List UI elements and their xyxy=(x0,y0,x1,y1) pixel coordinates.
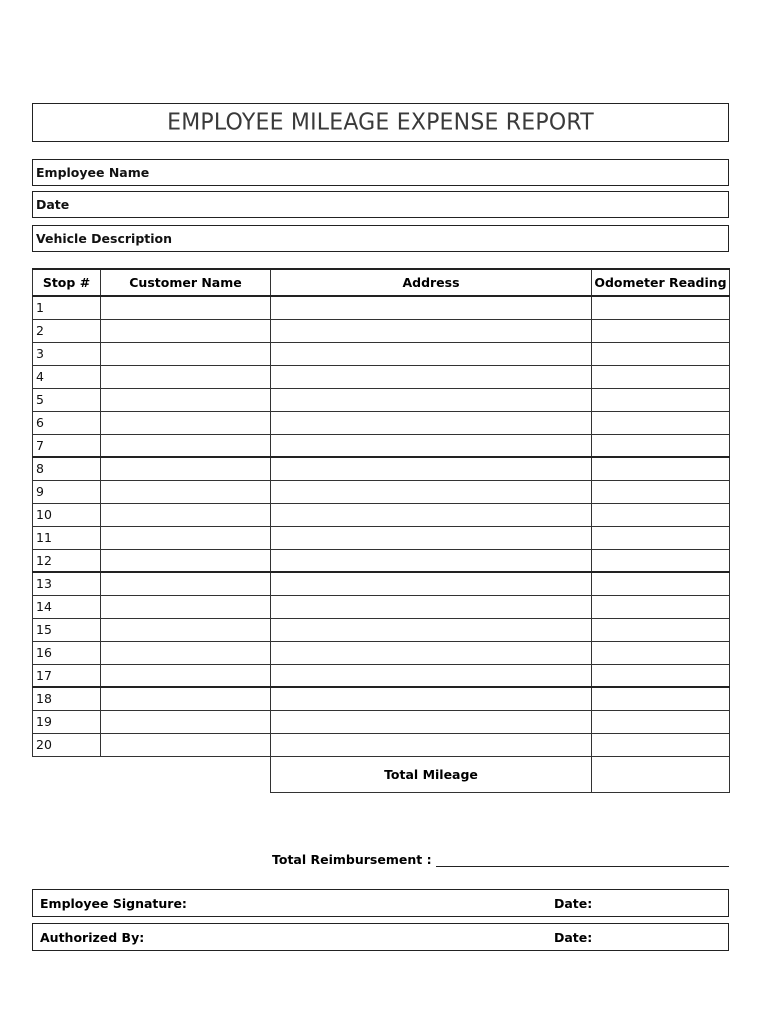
odometer-cell[interactable] xyxy=(592,641,730,664)
address-cell[interactable] xyxy=(271,480,592,503)
odometer-cell[interactable] xyxy=(592,664,730,687)
customer-name-cell[interactable] xyxy=(101,388,271,411)
stop-cell: 3 xyxy=(33,342,101,365)
table-row xyxy=(33,319,730,342)
header-address: Address xyxy=(271,269,592,296)
total-mileage-label: Total Mileage xyxy=(271,756,592,792)
address-cell[interactable] xyxy=(271,365,592,388)
odometer-cell[interactable] xyxy=(592,296,730,319)
mileage-log-table xyxy=(32,268,730,793)
odometer-cell[interactable] xyxy=(592,687,730,710)
customer-name-cell[interactable] xyxy=(101,434,271,457)
customer-name-cell[interactable] xyxy=(101,365,271,388)
customer-name-cell[interactable] xyxy=(101,595,271,618)
odometer-cell[interactable] xyxy=(592,342,730,365)
authorized-by-date-label: Date: xyxy=(554,929,593,945)
table-row xyxy=(33,549,730,572)
header-odometer-reading: Odometer Reading xyxy=(592,269,730,296)
odometer-cell[interactable] xyxy=(592,365,730,388)
odometer-cell[interactable] xyxy=(592,411,730,434)
address-cell[interactable] xyxy=(271,296,592,319)
address-cell[interactable] xyxy=(271,342,592,365)
address-cell[interactable] xyxy=(271,319,592,342)
customer-name-cell[interactable] xyxy=(101,641,271,664)
stop-cell: 10 xyxy=(33,503,101,526)
vehicle-description-label: Vehicle Description xyxy=(36,231,173,246)
customer-name-cell[interactable] xyxy=(101,457,271,480)
address-cell[interactable] xyxy=(271,503,592,526)
table-row xyxy=(33,411,730,434)
stop-cell: 12 xyxy=(33,549,101,572)
authorized-by-label: Authorized By: xyxy=(40,929,145,945)
odometer-cell[interactable] xyxy=(592,319,730,342)
employee-signature-label: Employee Signature: xyxy=(40,895,187,911)
customer-name-cell[interactable] xyxy=(101,526,271,549)
address-cell[interactable] xyxy=(271,434,592,457)
customer-name-cell[interactable] xyxy=(101,710,271,733)
address-cell[interactable] xyxy=(271,687,592,710)
authorized-by-row[interactable] xyxy=(32,923,729,951)
table-row xyxy=(33,664,730,687)
stop-cell: 9 xyxy=(33,480,101,503)
table-row xyxy=(33,388,730,411)
vehicle-description-field[interactable] xyxy=(32,225,729,252)
table-row xyxy=(33,618,730,641)
total-mileage-row xyxy=(33,756,730,792)
customer-name-cell[interactable] xyxy=(101,480,271,503)
address-cell[interactable] xyxy=(271,595,592,618)
stop-cell: 13 xyxy=(33,572,101,595)
report-title: EMPLOYEE MILEAGE EXPENSE REPORT xyxy=(167,109,594,136)
table-row xyxy=(33,595,730,618)
report-title-box xyxy=(32,103,729,142)
odometer-cell[interactable] xyxy=(592,710,730,733)
stop-cell: 4 xyxy=(33,365,101,388)
employee-name-field[interactable] xyxy=(32,159,729,186)
address-cell[interactable] xyxy=(271,549,592,572)
total-reimbursement[interactable] xyxy=(272,849,729,867)
total-row-spacer xyxy=(33,756,271,792)
customer-name-cell[interactable] xyxy=(101,549,271,572)
date-label: Date xyxy=(36,197,70,212)
table-row xyxy=(33,365,730,388)
table-row xyxy=(33,480,730,503)
table-row xyxy=(33,296,730,319)
total-reimbursement-line[interactable] xyxy=(436,854,729,867)
stop-cell: 15 xyxy=(33,618,101,641)
table-row xyxy=(33,733,730,756)
stop-cell: 14 xyxy=(33,595,101,618)
table-row xyxy=(33,457,730,480)
total-reimbursement-label: Total Reimbursement : xyxy=(272,852,432,867)
odometer-cell[interactable] xyxy=(592,618,730,641)
odometer-cell[interactable] xyxy=(592,595,730,618)
stop-cell: 2 xyxy=(33,319,101,342)
stop-cell: 20 xyxy=(33,733,101,756)
table-row xyxy=(33,503,730,526)
address-cell[interactable] xyxy=(271,572,592,595)
stop-cell: 8 xyxy=(33,457,101,480)
address-cell[interactable] xyxy=(271,388,592,411)
stop-cell: 18 xyxy=(33,687,101,710)
customer-name-cell[interactable] xyxy=(101,687,271,710)
customer-name-cell[interactable] xyxy=(101,503,271,526)
stop-cell: 6 xyxy=(33,411,101,434)
address-cell[interactable] xyxy=(271,526,592,549)
customer-name-cell[interactable] xyxy=(101,296,271,319)
stop-cell: 17 xyxy=(33,664,101,687)
address-cell[interactable] xyxy=(271,411,592,434)
address-cell[interactable] xyxy=(271,641,592,664)
table-row xyxy=(33,434,730,457)
odometer-cell[interactable] xyxy=(592,503,730,526)
customer-name-cell[interactable] xyxy=(101,342,271,365)
stop-cell: 19 xyxy=(33,710,101,733)
stop-cell: 5 xyxy=(33,388,101,411)
employee-name-label: Employee Name xyxy=(36,165,150,180)
odometer-cell[interactable] xyxy=(592,434,730,457)
header-stop: Stop # xyxy=(33,269,101,296)
address-cell[interactable] xyxy=(271,733,592,756)
odometer-cell[interactable] xyxy=(592,388,730,411)
stop-cell: 1 xyxy=(33,296,101,319)
address-cell[interactable] xyxy=(271,710,592,733)
customer-name-cell[interactable] xyxy=(101,733,271,756)
employee-signature-row[interactable] xyxy=(32,889,729,917)
odometer-cell[interactable] xyxy=(592,480,730,503)
table-row xyxy=(33,641,730,664)
odometer-cell[interactable] xyxy=(592,549,730,572)
customer-name-cell[interactable] xyxy=(101,572,271,595)
table-row xyxy=(33,572,730,595)
stop-cell: 7 xyxy=(33,434,101,457)
odometer-cell[interactable] xyxy=(592,572,730,595)
stop-cell: 11 xyxy=(33,526,101,549)
odometer-cell[interactable] xyxy=(592,457,730,480)
address-cell[interactable] xyxy=(271,457,592,480)
table-header-row xyxy=(33,269,730,296)
address-cell[interactable] xyxy=(271,618,592,641)
stop-cell: 16 xyxy=(33,641,101,664)
customer-name-cell[interactable] xyxy=(101,664,271,687)
total-mileage-value[interactable] xyxy=(592,756,730,792)
header-customer-name: Customer Name xyxy=(101,269,271,296)
table-row xyxy=(33,526,730,549)
customer-name-cell[interactable] xyxy=(101,618,271,641)
odometer-cell[interactable] xyxy=(592,526,730,549)
odometer-cell[interactable] xyxy=(592,733,730,756)
table-row xyxy=(33,687,730,710)
employee-signature-date-label: Date: xyxy=(554,895,593,911)
address-cell[interactable] xyxy=(271,664,592,687)
date-field[interactable] xyxy=(32,191,729,218)
table-row xyxy=(33,342,730,365)
customer-name-cell[interactable] xyxy=(101,319,271,342)
customer-name-cell[interactable] xyxy=(101,411,271,434)
table-row xyxy=(33,710,730,733)
